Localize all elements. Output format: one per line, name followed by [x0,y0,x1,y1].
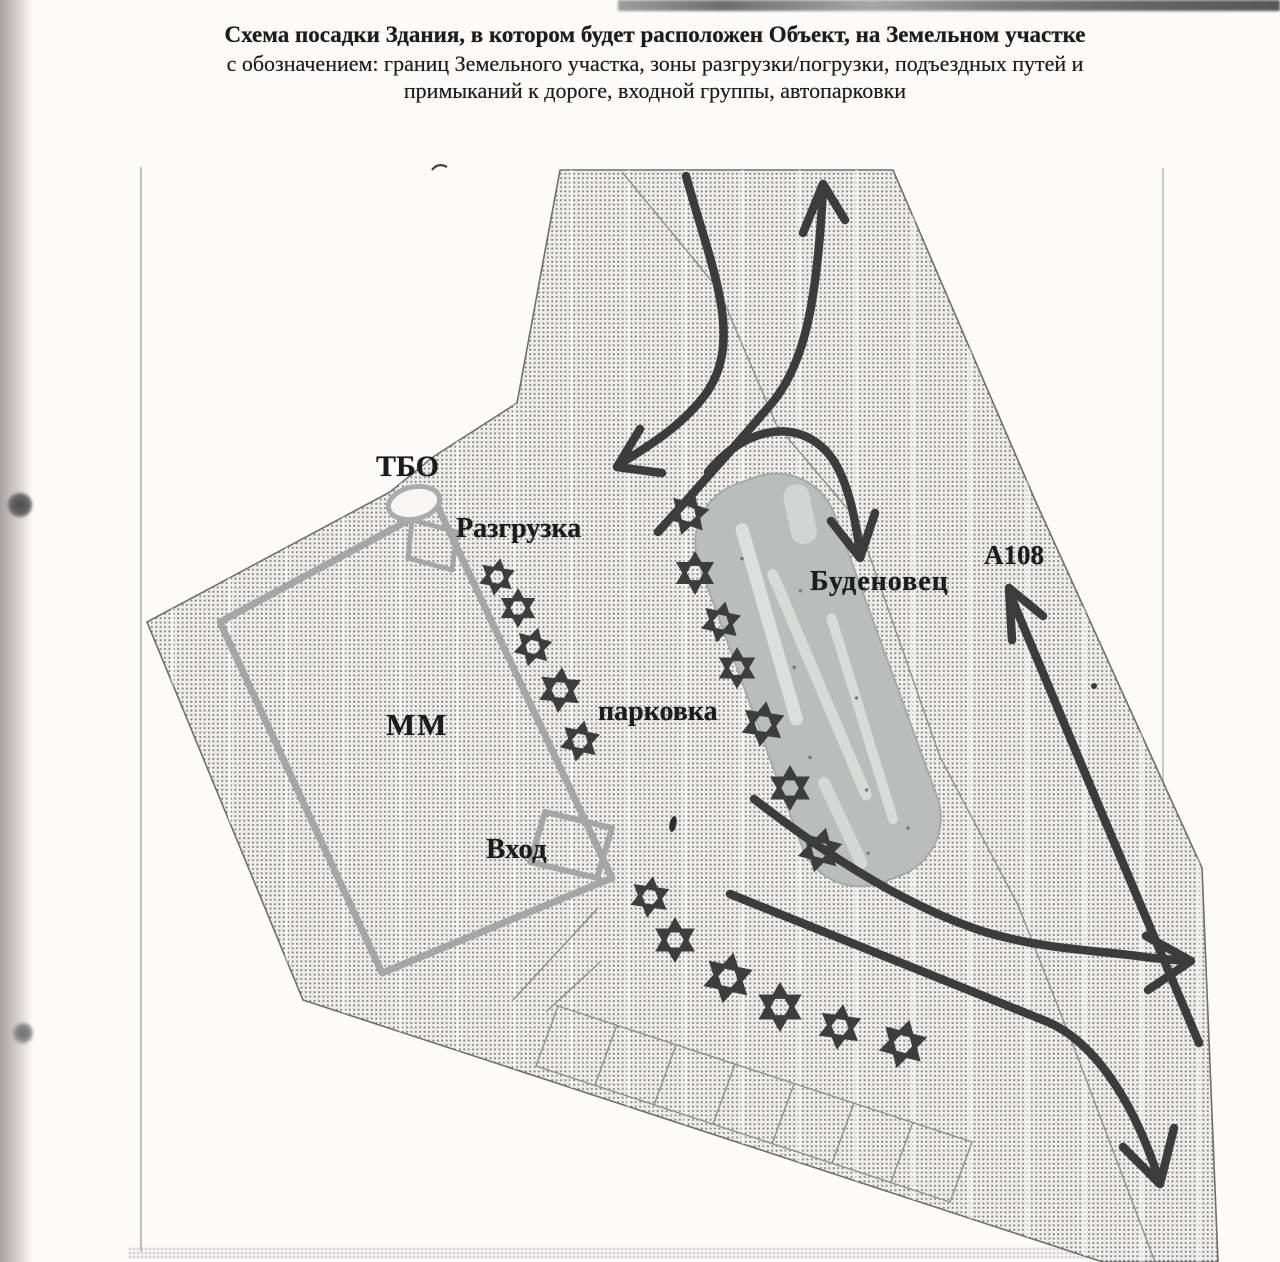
label-entrance: Вход [486,833,547,865]
label-highway-a108: А108 [984,540,1044,570]
page-subtitle-line-1: с обозначением: границ Земельного участка, зоны разгрузки/погрузки, подъездных путей и [226,51,1084,76]
label-parking: парковка [598,696,718,727]
label-budenovets: Буденовец [810,566,949,597]
label-waste-area: ТБО [376,450,439,483]
page-subtitle-line-2: примыканий к дороге, входной группы, автопарковки [403,78,907,103]
label-unloading-zone: Разгрузка [456,513,582,544]
label-building-mm: ММ [386,707,449,742]
page-title: Схема посадки Здания, в котором будет расположен Объект, на Земельном участке [224,22,1086,47]
